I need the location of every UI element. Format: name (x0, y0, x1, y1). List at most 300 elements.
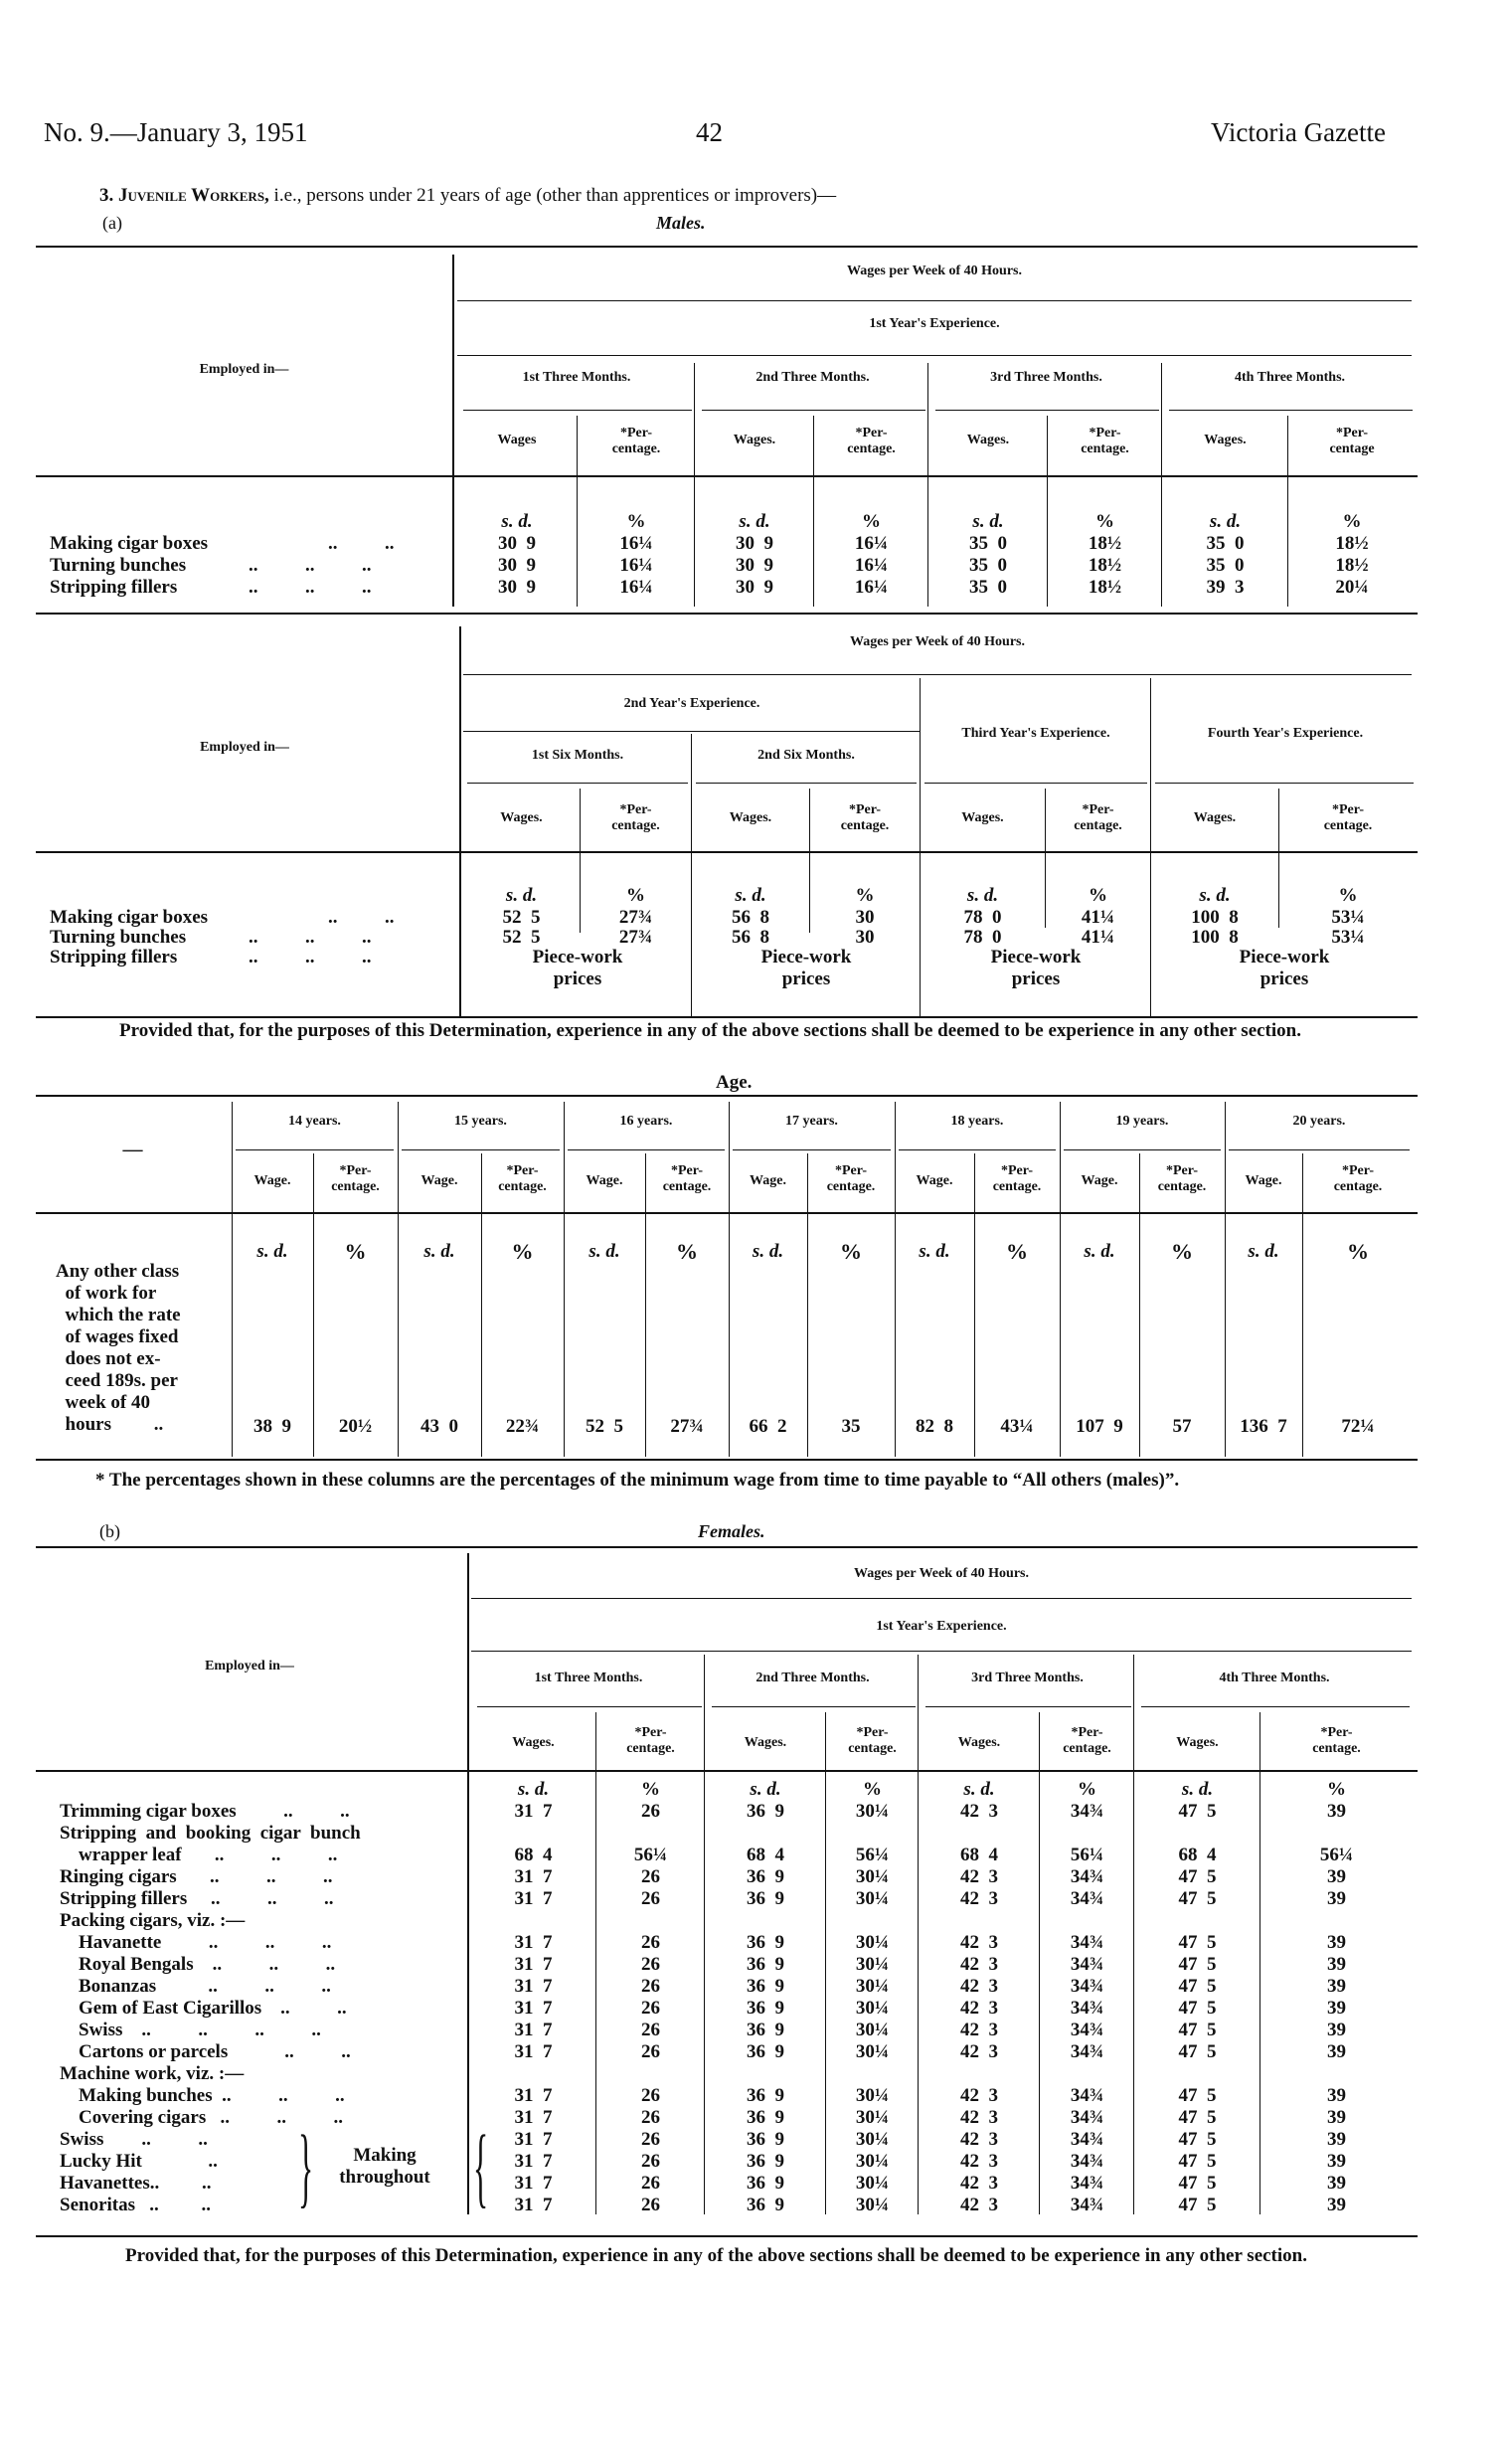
row-label: Making bunches .. .. .. (60, 2085, 345, 2106)
percentage-value: 39 (1327, 2173, 1346, 2194)
table-row (0, 1801, 1511, 1823)
age-label: Age. (716, 1072, 753, 1093)
percentage-value: 26 (641, 2020, 660, 2040)
unit-percent: % (676, 1239, 698, 1264)
column-divider (313, 1153, 314, 1457)
row-label: Making cigar boxes (50, 907, 209, 928)
percentage-value: 39 (1327, 1932, 1346, 1953)
wage-value: 78 0 (963, 907, 1002, 928)
percentage-value: 30¼ (855, 1932, 890, 1953)
percentage-value: 16¼ (854, 577, 889, 598)
divider (733, 1149, 891, 1150)
percentage-value: 39 (1327, 2195, 1346, 2215)
percentage-value: 53¼ (1331, 927, 1365, 948)
percentage-value: 18½ (1088, 577, 1122, 598)
age-row-label: Any other class of work for which the rate of wages fixed does not ex- ceed 189s. per week of 40 hours .. (56, 1261, 181, 1435)
column-divider (807, 1153, 808, 1457)
percentage-value: 26 (641, 1932, 660, 1953)
divider (477, 1706, 702, 1707)
wage-value: 31 7 (514, 1954, 553, 1975)
table-row (0, 1823, 1511, 1845)
unit-sd: s. d. (972, 511, 1004, 532)
row-label: Royal Bengals .. .. .. (60, 1954, 336, 1975)
table-row (0, 2063, 1511, 2085)
unit-sd: s. d. (1209, 511, 1242, 532)
wage-value: 31 7 (514, 2151, 553, 2172)
unit-percent: % (1327, 1779, 1346, 1800)
percentage-value: 26 (641, 2107, 660, 2128)
wage-value: 42 3 (960, 2085, 998, 2106)
making-throughout-note: Making throughout (339, 2145, 430, 2188)
percentage-header: *Per- centage. (662, 1163, 712, 1194)
age-header: 17 years. (785, 1114, 838, 1129)
wage-value: 31 7 (514, 2020, 553, 2040)
wages-per-week-header: Wages per Week of 40 Hours. (849, 634, 1026, 649)
percentage-value: 16¼ (854, 555, 889, 576)
wage-value: 42 3 (960, 2173, 998, 2194)
row-label: Senoritas .. .. (60, 2195, 211, 2215)
column-divider (398, 1102, 399, 1457)
unit-percent: % (1095, 511, 1114, 532)
table-row (0, 2195, 1511, 2216)
leader-dots: .. .. .. (249, 947, 372, 968)
wage-value: 36 9 (747, 1801, 784, 1822)
unit-sd: s. d. (423, 1241, 455, 1262)
percentage-value: 26 (641, 1866, 660, 1887)
divider (1169, 410, 1413, 411)
wage-value: 43 0 (420, 1416, 458, 1437)
wage-value: 42 3 (960, 1976, 998, 1997)
wage-value: 35 0 (969, 577, 1007, 598)
divider (236, 1149, 394, 1150)
wage-header: Wage. (1245, 1173, 1282, 1188)
wage-value: 47 5 (1178, 1801, 1217, 1822)
percentage-value: 22¾ (505, 1416, 540, 1437)
column-divider (1139, 1153, 1140, 1457)
wage-value: 47 5 (1178, 2151, 1217, 2172)
employed-in-header: Employed in— (199, 362, 289, 377)
percentage-value: 26 (641, 2195, 660, 2215)
percentage-value: 34¾ (1070, 1932, 1104, 1953)
wage-value: 36 9 (747, 1998, 784, 2019)
percentage-header: *Per- centage. (1157, 1163, 1207, 1194)
column-divider (895, 1102, 896, 1457)
unit-sd: s. d. (588, 1241, 620, 1262)
wage-value: 36 9 (747, 1954, 784, 1975)
percentage-value: 56¼ (633, 1845, 668, 1865)
wage-value: 31 7 (514, 2107, 553, 2128)
wages-per-week-header: Wages per Week of 40 Hours. (846, 264, 1023, 278)
leader-dots: .. .. .. (249, 577, 372, 598)
percentage-header: *Per- centage. (847, 426, 896, 456)
percentage-value: 30 (855, 927, 875, 948)
table-row (0, 2129, 1511, 2151)
wage-value: 30 9 (498, 533, 536, 554)
percentage-value: 56¼ (1070, 1845, 1104, 1865)
unit-percent: % (1171, 1239, 1193, 1264)
wage-value: 42 3 (960, 1954, 998, 1975)
experience-header: 1st Year's Experience. (869, 316, 1000, 331)
wage-value: 42 3 (960, 1866, 998, 1887)
wage-value: 31 7 (514, 1976, 553, 1997)
males-heading: Males. (656, 213, 706, 233)
percentage-value: 26 (641, 1801, 660, 1822)
leader-dots: .. .. .. (249, 927, 372, 948)
divider (463, 410, 692, 411)
wage-value: 42 3 (960, 2041, 998, 2062)
wage-value: 47 5 (1178, 2041, 1217, 2062)
percentage-value: 30 (855, 907, 875, 928)
wage-value: 36 9 (747, 2129, 784, 2150)
unit-percent: % (855, 885, 875, 906)
wage-value: 31 7 (514, 2129, 553, 2150)
unit-sd: s. d. (1248, 1241, 1279, 1262)
percentage-value: 30¼ (855, 1801, 890, 1822)
percentage-value: 18½ (1088, 533, 1122, 554)
unit-sd: s. d. (750, 1779, 781, 1800)
percentage-value: 41¼ (1081, 907, 1115, 928)
divider (925, 1706, 1131, 1707)
wage-value: 35 0 (1206, 555, 1245, 576)
divider (935, 410, 1159, 411)
percentage-value: 27¾ (618, 927, 653, 948)
percentage-value: 39 (1327, 1976, 1346, 1997)
percentage-value: 26 (641, 2151, 660, 2172)
leader-dots: .. .. .. (249, 555, 372, 576)
wage-value: 36 9 (747, 2041, 784, 2062)
table-row (0, 1932, 1511, 1954)
percentage-header: *Per- centage. (626, 1725, 675, 1756)
wage-value: 52 5 (502, 907, 541, 928)
period-header: 4th Three Months. (1219, 1671, 1330, 1685)
wage-value: 31 7 (514, 1932, 553, 1953)
wages-header: Wages. (729, 810, 772, 825)
wage-value: 35 0 (969, 533, 1007, 554)
wage-value: 52 5 (502, 927, 541, 948)
unit-percent: % (344, 1239, 367, 1264)
divider (1155, 783, 1414, 784)
column-divider (974, 1153, 975, 1457)
row-label: Stripping fillers (50, 577, 178, 598)
percentage-header: *Per- centage. (611, 802, 660, 833)
unit-percent: % (1089, 885, 1107, 906)
divider (467, 783, 688, 784)
percentage-value: 41¼ (1081, 927, 1115, 948)
table-row (0, 2020, 1511, 2041)
row-label: Havanettes.. .. (60, 2173, 212, 2194)
percentage-value: 26 (641, 1954, 660, 1975)
percentage-value: 26 (641, 1998, 660, 2019)
unit-sd: s. d. (1199, 885, 1231, 906)
percentage-value: 35 (841, 1416, 861, 1437)
wage-value: 47 5 (1178, 2129, 1217, 2150)
percentage-value: 34¾ (1070, 2041, 1104, 2062)
wages-header: Wages. (733, 433, 776, 447)
column-divider (1060, 1102, 1061, 1457)
wage-value: 30 9 (498, 577, 536, 598)
unit-percent: % (511, 1239, 534, 1264)
wage-value: 31 7 (514, 2195, 553, 2215)
wage-value: 56 8 (732, 907, 769, 928)
wage-value: 38 9 (253, 1416, 291, 1437)
row-label: Covering cigars .. .. .. (60, 2107, 343, 2128)
wage-value: 36 9 (747, 2020, 784, 2040)
percentage-value: 34¾ (1070, 2085, 1104, 2106)
percentage-value: 30¼ (855, 1976, 890, 1997)
wages-header: Wages. (966, 433, 1010, 447)
leader-dots: .. .. (328, 533, 395, 554)
wage-value: 66 2 (749, 1416, 787, 1437)
table-row (0, 2173, 1511, 2195)
table-row (0, 1888, 1511, 1910)
percentage-value: 30¼ (855, 2195, 890, 2215)
row-label: Trimming cigar boxes .. .. (60, 1801, 350, 1822)
piecework-note: Piece-work prices (1239, 947, 1330, 989)
percentage-value: 53¼ (1331, 907, 1365, 928)
females-proviso: Provided that, for the purposes of this Determination, experience in any of the above sections shall be deemed to be experience in any other section. (125, 2245, 1307, 2266)
wage-value: 36 9 (747, 2085, 784, 2106)
percentage-value: 27¾ (618, 907, 653, 928)
percentage-value: 39 (1327, 2020, 1346, 2040)
percentage-value: 26 (641, 2173, 660, 2194)
issue-date: No. 9.—January 3, 1951 (44, 117, 308, 147)
percentage-header: *Per- centage. (848, 1725, 897, 1756)
unit-percent: % (1347, 1239, 1369, 1264)
wage-header: Wage. (1081, 1173, 1118, 1188)
percentage-value: 26 (641, 2085, 660, 2106)
period-header: 1st Three Months. (534, 1671, 643, 1685)
row-label: Making cigar boxes (50, 533, 209, 554)
percentage-value: 30¼ (855, 2173, 890, 2194)
percentage-header: *Per- centage. (1063, 1725, 1111, 1756)
percentage-value: 39 (1327, 1954, 1346, 1975)
row-label: Packing cigars, viz. :— (60, 1910, 246, 1931)
percentage-value: 18½ (1335, 533, 1369, 554)
wage-value: 100 8 (1191, 927, 1239, 948)
unit-percent: % (626, 511, 646, 532)
wage-value: 78 0 (963, 927, 1002, 948)
column-divider (564, 1102, 565, 1457)
wage-value: 47 5 (1178, 2173, 1217, 2194)
column-divider (1225, 1102, 1226, 1457)
percentage-value: 30¼ (855, 2151, 890, 2172)
percentage-value: 39 (1327, 2085, 1346, 2106)
percentage-value: 56¼ (1319, 1845, 1354, 1865)
wage-value: 31 7 (514, 1801, 553, 1822)
age-header: 20 years. (1292, 1114, 1346, 1129)
percentage-value: 39 (1327, 1866, 1346, 1887)
wage-value: 42 3 (960, 2020, 998, 2040)
row-label: Swiss .. .. .. .. (60, 2020, 321, 2040)
period-header: 1st Three Months. (522, 370, 631, 385)
table-row (0, 907, 1511, 927)
percentage-value: 34¾ (1070, 1866, 1104, 1887)
subsection-a-label: (a) (102, 213, 122, 233)
unit-percent: % (1078, 1779, 1096, 1800)
wage-value: 31 7 (514, 1866, 553, 1887)
right-brace-icon: } (298, 2118, 314, 2216)
unit-sd: s. d. (752, 1241, 784, 1262)
wage-value: 47 5 (1178, 2195, 1217, 2215)
table-row (0, 2107, 1511, 2129)
percentage-value: 30¼ (855, 2085, 890, 2106)
percentage-header: *Per- centage. (840, 802, 890, 833)
wages-header: Wages. (957, 1735, 1001, 1750)
column-divider (645, 1153, 646, 1457)
piecework-note: Piece-work prices (532, 947, 623, 989)
percentage-value: 34¾ (1070, 1801, 1104, 1822)
row-label: Turning bunches (50, 927, 187, 948)
piecework-note: Piece-work prices (990, 947, 1082, 989)
row-label: Swiss .. .. (60, 2129, 208, 2150)
wage-value: 56 8 (732, 927, 769, 948)
percentage-value: 34¾ (1070, 1998, 1104, 2019)
unit-percent: % (1338, 885, 1358, 906)
percentage-header: *Per- centage. (826, 1163, 876, 1194)
table-row (0, 1954, 1511, 1976)
wage-value: 36 9 (747, 1976, 784, 1997)
table-row (0, 555, 1511, 577)
age-header: 14 years. (288, 1114, 341, 1129)
percentage-header: *Per- centage. (1323, 802, 1373, 833)
row-label: Bonanzas .. .. .. (60, 1976, 331, 1997)
table-row (0, 1845, 1511, 1866)
unit-sd: s. d. (517, 1779, 550, 1800)
wages-per-week-header: Wages per Week of 40 Hours. (853, 1566, 1030, 1581)
percentage-value: 39 (1327, 2129, 1346, 2150)
table-row (0, 1976, 1511, 1998)
percentage-value: 26 (641, 2129, 660, 2150)
wage-value: 30 9 (736, 577, 773, 598)
experience-header: 1st Year's Experience. (876, 1619, 1007, 1634)
table-row (0, 577, 1511, 599)
percentage-value: 34¾ (1070, 2129, 1104, 2150)
percentage-value: 34¾ (1070, 2107, 1104, 2128)
percentage-value: 34¾ (1070, 1976, 1104, 1997)
percentage-value: 34¾ (1070, 2173, 1104, 2194)
row-label: Gem of East Cigarillos .. .. (60, 1998, 347, 2019)
wages-header: Wages (497, 433, 537, 447)
wage-value: 136 7 (1240, 1416, 1287, 1437)
divider (1141, 1706, 1410, 1707)
wage-value: 42 3 (960, 1801, 998, 1822)
wage-value: 36 9 (747, 2173, 784, 2194)
percentage-value: 30¼ (855, 2020, 890, 2040)
percentage-value: 34¾ (1070, 1888, 1104, 1909)
wage-value: 68 4 (514, 1845, 553, 1865)
unit-sd: s. d. (256, 1241, 288, 1262)
divider (568, 1149, 725, 1150)
percentage-value: 30¼ (855, 1954, 890, 1975)
percentage-value: 39 (1327, 1998, 1346, 2019)
column-divider (1302, 1153, 1303, 1457)
wage-value: 36 9 (747, 2195, 784, 2215)
wage-header: Wage. (916, 1173, 953, 1188)
percentage-value: 57 (1172, 1416, 1192, 1437)
wage-value: 31 7 (514, 2085, 553, 2106)
wages-header: Wages. (1176, 1735, 1219, 1750)
percentage-header: *Per- centage. (498, 1163, 547, 1194)
percentage-value: 30¼ (855, 2129, 890, 2150)
unit-percent: % (863, 1779, 882, 1800)
row-label: Havanette .. .. .. (60, 1932, 332, 1953)
period-header: 2nd Six Months. (757, 748, 855, 763)
section-name: Juvenile Workers, (118, 185, 269, 206)
wage-value: 42 3 (960, 2195, 998, 2215)
percentage-header: *Per- centage. (1081, 426, 1129, 456)
column-divider (232, 1102, 233, 1457)
wage-value: 30 9 (736, 533, 773, 554)
wage-value: 107 9 (1076, 1416, 1123, 1437)
period-header: 1st Six Months. (531, 748, 624, 763)
wages-header: Wages. (1193, 810, 1237, 825)
row-label: Turning bunches (50, 555, 187, 576)
table-row (0, 533, 1511, 555)
row-label: Machine work, viz. :— (60, 2063, 245, 2084)
unit-sd: s. d. (735, 885, 766, 906)
divider (1064, 1149, 1221, 1150)
percentage-value: 20½ (338, 1416, 373, 1437)
divider (402, 1149, 560, 1150)
section-description: i.e., persons under 21 years of age (other than apprentices or improvers)— (273, 185, 837, 206)
unit-sd: s. d. (1084, 1241, 1115, 1262)
percentage-value: 39 (1327, 2041, 1346, 2062)
unit-sd: s. d. (505, 885, 538, 906)
row-label: Ringing cigars .. .. .. (60, 1866, 333, 1887)
percentage-value: 34¾ (1070, 2020, 1104, 2040)
unit-percent: % (1342, 511, 1362, 532)
unit-percent: % (1006, 1239, 1028, 1264)
column-divider (729, 1102, 730, 1457)
wage-value: 35 0 (969, 555, 1007, 576)
wage-header: Wage. (586, 1173, 623, 1188)
divider (899, 1149, 1056, 1150)
period-header: 3rd Three Months. (990, 370, 1102, 385)
wage-value: 100 8 (1191, 907, 1239, 928)
percentage-value: 34¾ (1070, 1954, 1104, 1975)
table-row (0, 2085, 1511, 2107)
page-number: 42 (696, 117, 723, 147)
wages-header: Wages. (744, 1735, 787, 1750)
wages-header: Wages. (961, 810, 1004, 825)
wage-header: Wage. (750, 1173, 786, 1188)
period-header: 2nd Three Months. (756, 370, 870, 385)
wage-value: 47 5 (1178, 1954, 1217, 1975)
piecework-note: Piece-work prices (760, 947, 852, 989)
wage-value: 47 5 (1178, 2085, 1217, 2106)
wage-value: 36 9 (747, 2151, 784, 2172)
divider (924, 783, 1147, 784)
publication-title: Victoria Gazette (1211, 117, 1387, 147)
divider (702, 410, 925, 411)
wage-value: 47 5 (1178, 1888, 1217, 1909)
section-title (99, 185, 836, 207)
percentage-value: 39 (1327, 2107, 1346, 2128)
percentage-value: 18½ (1088, 555, 1122, 576)
wage-value: 30 9 (498, 555, 536, 576)
divider (696, 783, 917, 784)
percentage-value: 26 (641, 1888, 660, 1909)
wage-value: 42 3 (960, 2107, 998, 2128)
wage-value: 47 5 (1178, 1998, 1217, 2019)
period-header: 4th Three Months. (1234, 370, 1346, 385)
percentage-value: 39 (1327, 1888, 1346, 1909)
fourth-year-header: Fourth Year's Experience. (1207, 726, 1364, 741)
period-header: 3rd Three Months. (971, 1671, 1084, 1685)
divider (712, 1706, 916, 1707)
table-row (0, 1866, 1511, 1888)
percentage-value: 30¼ (855, 1888, 890, 1909)
